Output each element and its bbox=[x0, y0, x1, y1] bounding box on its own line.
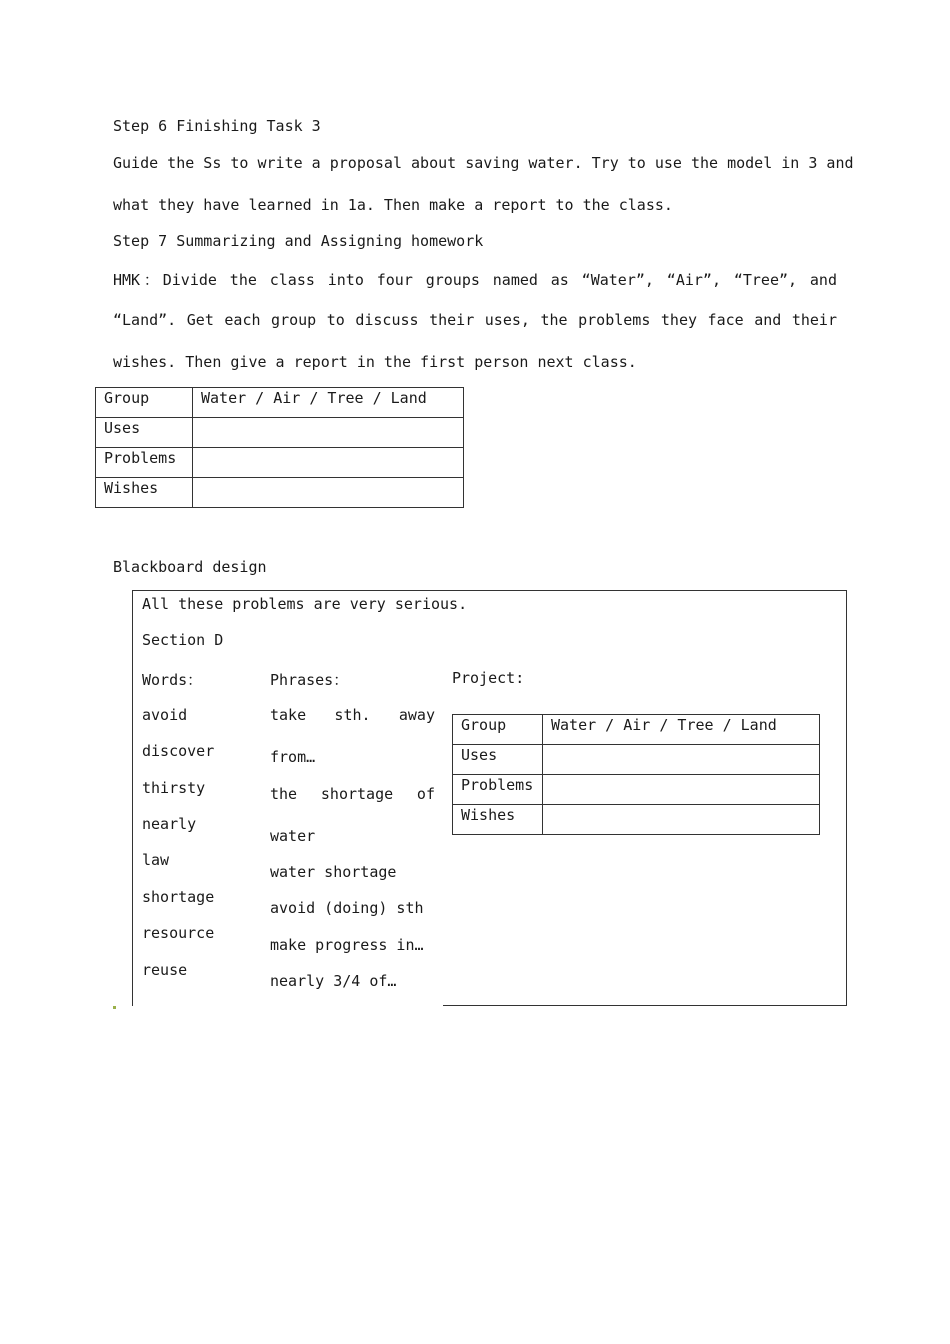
step6-title: Step 6 Finishing Task 3 bbox=[113, 117, 321, 135]
word-item: nearly bbox=[142, 815, 197, 833]
table-cell-value bbox=[543, 745, 820, 775]
table-cell-label: Uses bbox=[453, 745, 543, 775]
step6-text-line1: Guide the Ss to write a proposal about saving water. Try to use the model in 3 and bbox=[113, 154, 854, 172]
table-cell-label: Group bbox=[96, 388, 193, 418]
table-cell-label: Wishes bbox=[453, 805, 543, 835]
table-cell-label: Problems bbox=[453, 775, 543, 805]
word-item: resource bbox=[142, 924, 215, 942]
word-item: shortage bbox=[142, 888, 215, 906]
table-cell-label: Uses bbox=[96, 418, 193, 448]
phrase-item: water shortage bbox=[270, 863, 397, 881]
table-row bbox=[453, 715, 820, 745]
step7-title: Step 7 Summarizing and Assigning homework bbox=[113, 232, 484, 250]
phrase-item: from… bbox=[270, 748, 316, 766]
word-item: reuse bbox=[142, 961, 188, 979]
step7-text-line2: “Land”. Get each group to discuss their uses, the problems they face and their bbox=[113, 311, 837, 329]
table-row bbox=[96, 478, 464, 508]
step7-text-line1: HMK：Divide the class into four groups named as “Water”, “Air”, “Tree”, and bbox=[113, 271, 837, 289]
words-label: Words： bbox=[142, 671, 203, 689]
blackboard-line1: All these problems are very serious. bbox=[142, 595, 468, 613]
word-item: law bbox=[142, 851, 170, 869]
table-cell-label: Group bbox=[453, 715, 543, 745]
project-label: Project: bbox=[452, 669, 525, 687]
table-cell-value: Water / Air / Tree / Land bbox=[543, 715, 820, 745]
step6-text-line2: what they have learned in 1a. Then make a report to the class. bbox=[113, 196, 673, 214]
word-item: discover bbox=[142, 742, 215, 760]
phrase-item: take sth. away bbox=[270, 706, 435, 724]
table-cell-value bbox=[543, 805, 820, 835]
homework-table bbox=[95, 387, 464, 508]
phrase-item: water bbox=[270, 827, 316, 845]
table-row bbox=[453, 775, 820, 805]
project-table bbox=[452, 714, 820, 835]
table-cell-value bbox=[193, 448, 464, 478]
table-cell-value bbox=[193, 418, 464, 448]
phrase-item: avoid (doing) sth bbox=[270, 899, 424, 917]
table-row bbox=[96, 388, 464, 418]
blackboard-section: Section D bbox=[142, 631, 224, 649]
table-cell-value bbox=[543, 775, 820, 805]
phrase-item: nearly 3/4 of… bbox=[270, 972, 397, 990]
table-row bbox=[96, 448, 464, 478]
step7-text-line3: wishes. Then give a report in the first person next class. bbox=[113, 353, 637, 371]
table-row bbox=[453, 745, 820, 775]
blackboard-box-bottom-border bbox=[443, 1005, 846, 1006]
phrase-item: the shortage of bbox=[270, 785, 435, 803]
table-row bbox=[453, 805, 820, 835]
word-item: thirsty bbox=[142, 779, 206, 797]
table-cell-label: Wishes bbox=[96, 478, 193, 508]
phrase-item: make progress in… bbox=[270, 936, 424, 954]
word-item: avoid bbox=[142, 706, 188, 724]
table-row bbox=[96, 418, 464, 448]
artifact-dot bbox=[113, 1006, 116, 1009]
blackboard-heading: Blackboard design bbox=[113, 558, 267, 576]
table-cell-value bbox=[193, 478, 464, 508]
table-cell-label: Problems bbox=[96, 448, 193, 478]
phrases-label: Phrases： bbox=[270, 671, 349, 689]
table-cell-value: Water / Air / Tree / Land bbox=[193, 388, 464, 418]
